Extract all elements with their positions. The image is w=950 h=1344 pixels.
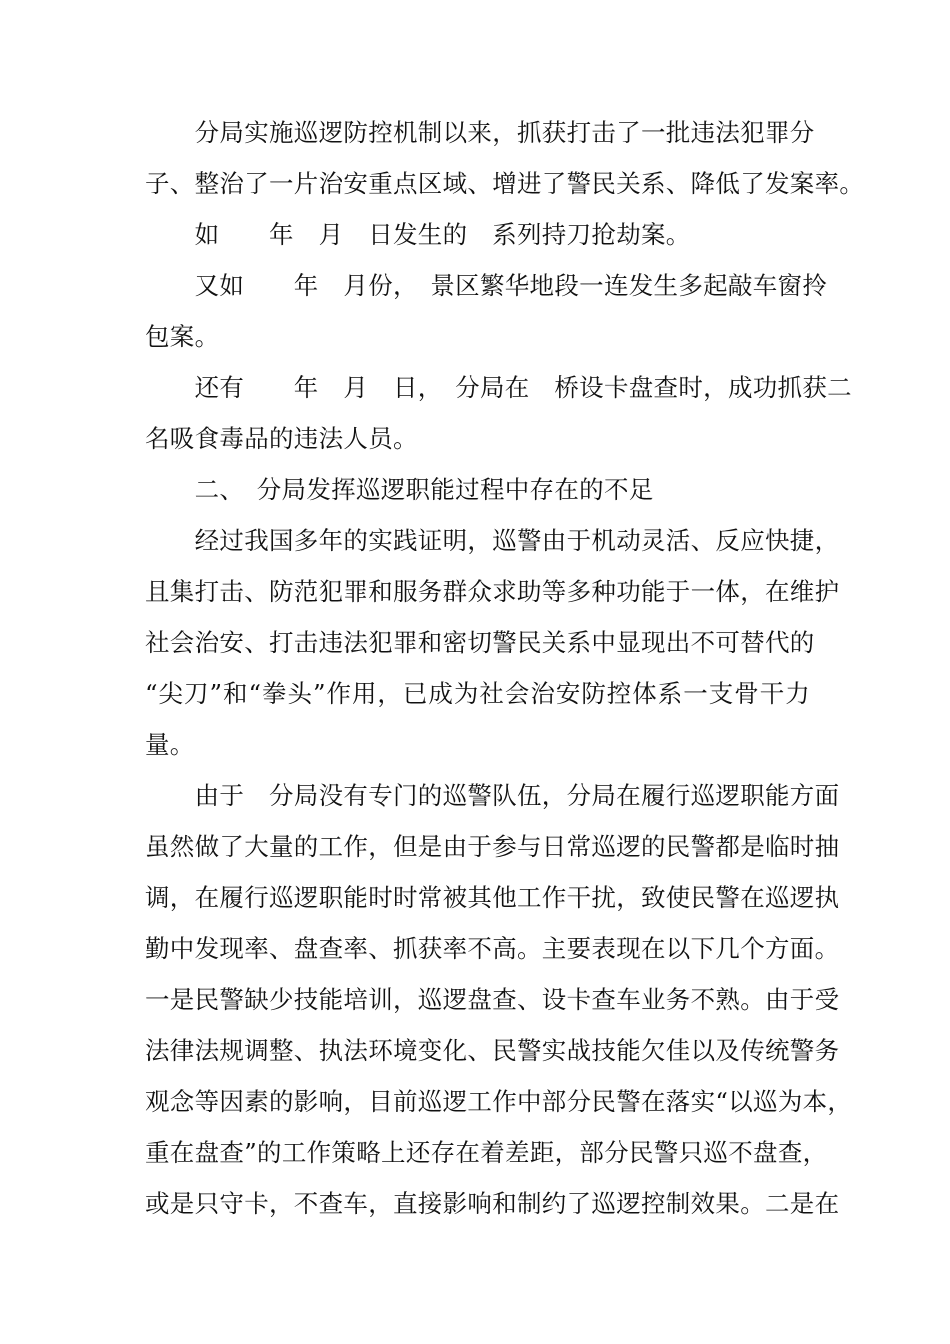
text-line: 包案。: [145, 322, 220, 351]
text-line: 量。: [145, 730, 195, 759]
text-line: 虽然做了大量的工作，但是由于参与日常巡逻的民警都是临时抽: [145, 832, 840, 861]
text-line: 重在盘查”的工作策略上还存在着差距，部分民警只巡不盘查，: [145, 1138, 828, 1167]
text-line: 还有 年 月 日， 分局在 桥设卡盘查时，成功抓获二: [145, 373, 852, 402]
text-line: 子、整治了一片治安重点区域、增进了警民关系、降低了发案率。: [145, 169, 865, 198]
text-line: 法律法规调整、执法环境变化、民警实战技能欠佳以及传统警务: [145, 1036, 840, 1065]
text-line: “尖刀”和“拳头”作用，已成为社会治安防控体系一支骨干力: [145, 679, 810, 708]
text-line: 名吸食毒品的违法人员。: [145, 424, 418, 453]
text-line: 观念等因素的影响，目前巡逻工作中部分民警在落实“以巡为本，: [145, 1087, 853, 1116]
text-line: 调，在履行巡逻职能时时常被其他工作干扰，致使民警在巡逻执: [145, 883, 840, 912]
text-line: 社会治安、打击违法犯罪和密切警民关系中显现出不可替代的: [145, 628, 815, 657]
text-line: 又如 年 月份， 景区繁华地段一连发生多起敲车窗拎: [145, 271, 828, 300]
text-line: 一是民警缺少技能培训，巡逻盘查、设卡查车业务不熟。由于受: [145, 985, 840, 1014]
section-heading: 二、 分局发挥巡逻职能过程中存在的不足: [145, 475, 654, 504]
text-line: 勤中发现率、盘查率、抓获率不高。主要表现在以下几个方面。: [145, 934, 840, 963]
text-line: 且集打击、防范犯罪和服务群众求助等多种功能于一体，在维护: [145, 577, 840, 606]
text-line: 经过我国多年的实践证明，巡警由于机动灵活、反应快捷，: [145, 526, 840, 555]
text-line: 如 年 月 日发生的 系列持刀抢劫案。: [145, 220, 691, 249]
text-line: 由于 分局没有专门的巡警队伍，分局在履行巡逻职能方面: [145, 781, 840, 810]
text-line: 或是只守卡，不查车，直接影响和制约了巡逻控制效果。二是在: [145, 1189, 840, 1218]
text-line: 分局实施巡逻防控机制以来，抓获打击了一批违法犯罪分: [145, 118, 815, 147]
